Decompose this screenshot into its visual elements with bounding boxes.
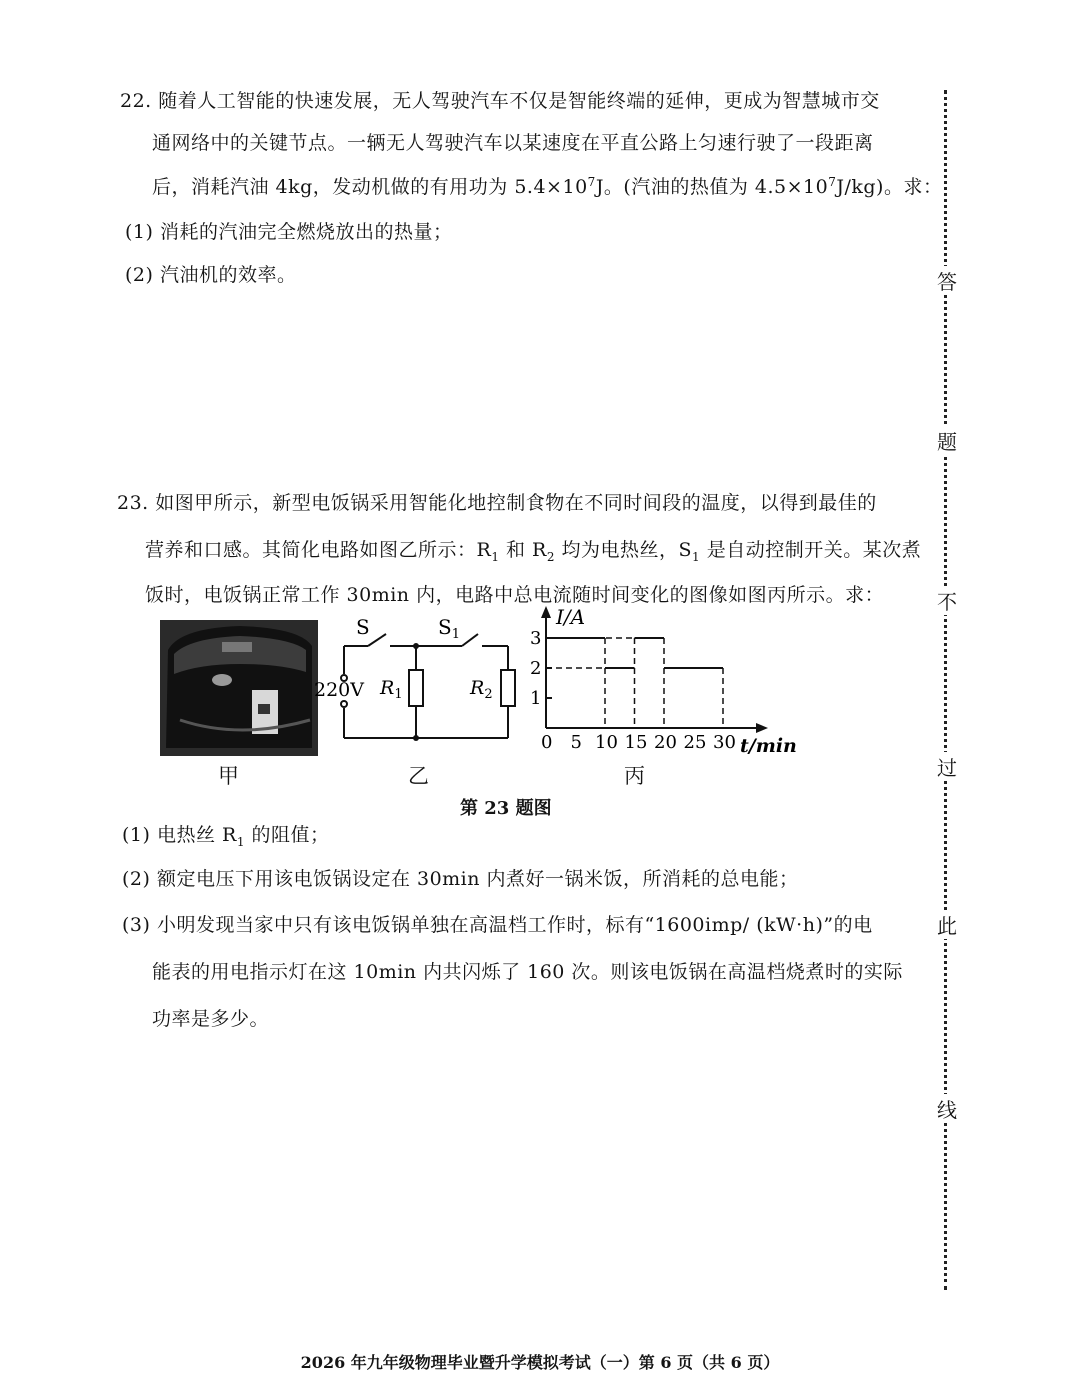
r1-label: $R_1$: [380, 677, 403, 702]
y-axis-arrow: [541, 606, 551, 618]
margin-char-4: 过: [934, 752, 960, 781]
q22-exponent-2: 7: [828, 175, 837, 189]
fig-label-b: 乙: [408, 764, 429, 788]
q23-sub2: (2) 额定电压下用该电饭锅设定在 30min 内煮好一锅米饭，所消耗的总电能；: [122, 868, 799, 890]
x-tick-label-5: 5: [570, 732, 582, 753]
q22-line2: 通网络中的关键节点。一辆无人驾驶汽车以某速度在平直公路上匀速行驶了一段距离: [152, 132, 874, 154]
x-tick-label-15: 15: [624, 732, 648, 753]
x-tick-label-30: 30: [713, 732, 736, 753]
q23-sub3-line3: 功率是多少。: [152, 1008, 270, 1030]
rice-cooker-photo: [160, 620, 318, 756]
voltage-label: 220V: [314, 679, 364, 701]
q23-line2-b: 和 R: [499, 539, 547, 561]
y-tick-label-1: 1: [530, 688, 542, 709]
page-footer: 2026 年九年级物理毕业暨升学模拟考试（一）第 6 页（共 6 页）: [300, 1353, 780, 1372]
q23-line1: [117, 488, 877, 515]
q23-text-1: 如图甲所示，新型电饭锅采用智能化地控制食物在不同时间段的温度，以得到最佳的: [155, 492, 877, 514]
figure-caption: 第 23 题图: [460, 798, 552, 819]
switch-s1-label: $S_1$: [438, 615, 460, 642]
q22-number: 22.: [120, 90, 152, 112]
q22-sub1: (1) 消耗的汽油完全燃烧放出的热量；: [125, 221, 453, 243]
margin-char-1: 答: [934, 266, 960, 295]
q23-line3: 饭时，电饭锅正常工作 30min 内，电路中总电流随时间变化的图像如图丙所示。求：: [145, 584, 885, 606]
x-tick-label-20: 20: [654, 732, 677, 753]
q23-sub1: [122, 820, 330, 847]
margin-char-6: 线: [934, 1094, 960, 1123]
switch-s-label: S: [356, 615, 370, 639]
q23-sub1-subscript: 1: [236, 835, 245, 849]
y-tick-label-2: 2: [530, 658, 542, 679]
q22-line3: [152, 172, 942, 199]
x-tick-label-25: 25: [683, 732, 707, 753]
q23-sub1-b: 的阻值；: [244, 824, 330, 846]
fig-label-c: 丙: [624, 764, 645, 788]
q22-sub2: (2) 汽油机的效率。: [125, 264, 297, 286]
q22-line3-a: 后，消耗汽油 4kg，发动机做的有用功为 5.4×10: [152, 176, 588, 198]
y-axis-label: I/A: [556, 605, 586, 629]
q22-line1: [120, 86, 880, 113]
margin-char-2: 题: [934, 426, 960, 455]
q23-r2-subscript: 2: [546, 550, 555, 564]
q23-line2-d: 是自动控制开关。某次煮: [700, 539, 922, 561]
margin-char-5: 此: [934, 910, 960, 939]
q23-line2-c: 均为电热丝，S: [554, 539, 693, 561]
q22-line3-b: J。(汽油的热值为 4.5×10: [595, 176, 829, 198]
current-time-chart: [522, 602, 812, 760]
fig-label-a: 甲: [218, 764, 239, 788]
y-tick-label-3: 3: [530, 628, 542, 649]
q23-number: 23.: [117, 492, 149, 514]
q23-sub3-line2: 能表的用电指示灯在这 10min 内共闪烁了 160 次。则该电饭锅在高温档烧煮时的实际: [152, 961, 903, 983]
margin-char-3: 不: [934, 586, 960, 615]
r2-label: $R_2$: [470, 677, 493, 702]
q23-s1-subscript: 1: [692, 550, 701, 564]
x-axis-arrow: [756, 723, 768, 733]
q22-line3-c: J/kg)。求：: [836, 176, 943, 198]
x-tick-label-10: 10: [595, 732, 618, 753]
circuit-diagram: [310, 612, 520, 748]
q22-exponent-1: 7: [587, 175, 596, 189]
q23-line2: [145, 535, 921, 562]
q22-text-1: 随着人工智能的快速发展，无人驾驶汽车不仅是智能终端的延伸，更成为智慧城市交: [158, 90, 880, 112]
q23-line2-a: 营养和口感。其简化电路如图乙所示：R: [145, 539, 492, 561]
q23-sub1-a: (1) 电热丝 R: [122, 824, 237, 846]
x-axis-label: t/min: [740, 735, 797, 757]
x-tick-label-0: 0: [541, 732, 553, 753]
q23-sub3-line1: (3) 小明发现当家中只有该电饭锅单独在高温档工作时，标有“1600imp/ (kW·h)”的电: [122, 914, 873, 936]
q23-r1-subscript: 1: [491, 550, 500, 564]
